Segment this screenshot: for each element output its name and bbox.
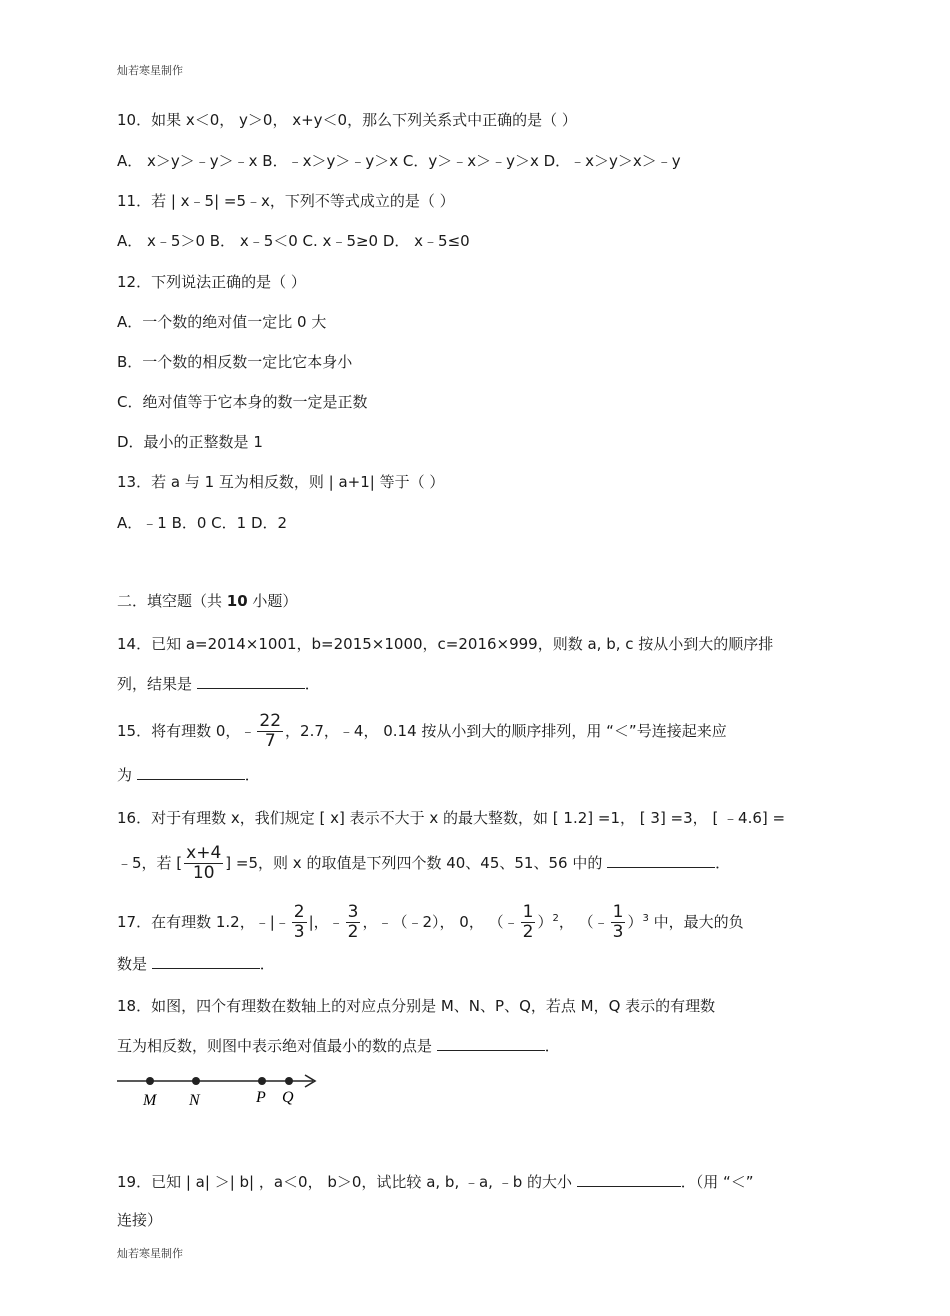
question-19-line-2: 连接）: [117, 1211, 163, 1229]
question-15-line-2: [117, 765, 260, 785]
point-dot-p: [258, 1077, 266, 1085]
section-2-pre: 二．填空题（共: [117, 592, 227, 610]
question-12-option-b: B．一个数的相反数一定比它本身小: [117, 353, 353, 371]
end-mark: ．: [244, 766, 260, 784]
page-footer: 灿若寒星制作: [117, 1247, 183, 1260]
question-15-line-1: [117, 712, 727, 751]
exponent: 3: [642, 913, 649, 924]
fraction-denominator: 10: [192, 863, 215, 883]
question-17-text: 数是: [117, 955, 152, 973]
fraction-numerator: 1: [522, 902, 534, 922]
answer-blank[interactable]: [137, 765, 245, 780]
question-10-stem: 10．如果 x＜0， y＞0， x+y＜0，那么下列关系式中正确的是（ ）: [117, 111, 577, 129]
end-mark: ．: [304, 675, 320, 693]
fraction: [521, 903, 536, 942]
fraction: [346, 903, 361, 942]
question-15-text: 为: [117, 766, 137, 784]
question-14-line-1: 14．已知 a=2014×1001，b=2015×1000，c=2016×999，则数 a, b, c 按从小到大的顺序排: [117, 635, 774, 653]
q17-part-5: ， （﹣: [558, 913, 609, 931]
question-18-line-1: 18．如图，四个有理数在数轴上的对应点分别是 M、N、P、Q，若点 M，Q 表示的有理数: [117, 997, 716, 1015]
point-label-q: Q: [282, 1089, 294, 1106]
fraction-numerator: 3: [347, 902, 359, 922]
fraction-denominator: 3: [293, 922, 305, 942]
fraction-denominator: 7: [264, 731, 276, 751]
question-13-options: A．﹣1 B．0 C．1 D．2: [117, 514, 288, 532]
question-16-line-1: 16．对于有理数 x，我们规定 [ x] 表示不大于 x 的最大整数，如 [ 1.2] =1， [ 3] =3， [ ﹣4.6] =: [117, 809, 786, 827]
question-14-text: 列，结果是: [117, 675, 197, 693]
question-18-line-2: [117, 1036, 560, 1056]
fraction-numerator: 1: [612, 902, 624, 922]
question-12-option-c: C．绝对值等于它本身的数一定是正数: [117, 393, 368, 411]
q17-part-3: ，﹣（﹣2）， 0， （﹣: [362, 913, 519, 931]
question-13-stem: 13．若 a 与 1 互为相反数，则 | a+1| 等于（ ）: [117, 473, 445, 491]
question-17-line-1: [117, 897, 744, 944]
answer-blank[interactable]: [577, 1172, 681, 1187]
question-14-line-2: [117, 674, 320, 694]
fraction-denominator: 3: [612, 922, 624, 942]
q17-part-1: 17．在有理数 1.2，﹣|﹣: [117, 913, 290, 931]
end-mark: ．: [544, 1037, 560, 1055]
point-dot-n: [192, 1077, 200, 1085]
question-12-option-d: D．最小的正整数是 1: [117, 433, 263, 451]
fraction-denominator: 2: [522, 922, 534, 942]
question-19-end: ．（用 “＜”: [680, 1173, 754, 1191]
page-header: 灿若寒星制作: [117, 64, 183, 77]
end-mark: ．: [715, 854, 731, 872]
question-10-options: A． x＞y＞﹣y＞﹣x B．﹣x＞y＞﹣y＞x C．y＞﹣x＞﹣y＞x D．﹣x＞y＞x＞﹣y: [117, 152, 681, 170]
number-line-figure: [117, 1068, 327, 1112]
section-2-count: 10: [226, 592, 248, 610]
fraction-denominator: 2: [347, 922, 359, 942]
question-16-line-2: [117, 843, 730, 883]
q17-part-6: ）: [627, 913, 643, 931]
exponent: 2: [552, 913, 559, 924]
section-2-post: 小题）: [247, 592, 298, 610]
point-label-p: P: [256, 1089, 266, 1106]
question-19-line-1: [117, 1172, 754, 1192]
point-dot-m: [146, 1077, 154, 1085]
question-12-stem: 12．下列说法正确的是（ ）: [117, 273, 306, 291]
question-15-pre: 15．将有理数 0，﹣: [117, 722, 256, 740]
answer-blank[interactable]: [437, 1036, 545, 1051]
fraction: [184, 844, 223, 883]
question-11-stem: 11．若 | x﹣5| =5﹣x，下列不等式成立的是（ ）: [117, 192, 455, 210]
fraction-numerator: 2: [293, 902, 305, 922]
section-2-heading: [117, 591, 297, 611]
point-label-m: M: [143, 1092, 157, 1109]
fraction-numerator: 22: [259, 711, 282, 731]
question-16-pre: ﹣5，若 [: [117, 854, 183, 872]
point-dot-q: [285, 1077, 293, 1085]
question-11-options: A． x﹣5＞0 B． x﹣5＜0 C. x﹣5≥0 D． x﹣5≤0: [117, 232, 470, 250]
q17-part-7: 中，最大的负: [648, 913, 744, 931]
fraction: [257, 712, 283, 751]
point-label-n: N: [189, 1092, 200, 1109]
question-16-post: ] =5，则 x 的取值是下列四个数 40、45、51、56 中的: [225, 854, 608, 872]
fraction: [611, 903, 626, 942]
end-mark: ．: [259, 955, 275, 973]
question-17-line-2: [117, 954, 275, 974]
q17-part-2: |，﹣: [308, 913, 344, 931]
q17-part-4: ）: [537, 913, 553, 931]
question-19-text: 19．已知 | a| ＞| b| ，a＜0， b＞0，试比较 a, b, ﹣a, ﹣b 的大小: [117, 1173, 577, 1191]
question-15-post: ，2.7，﹣4， 0.14 按从小到大的顺序排列，用 “＜”号连接起来应: [285, 722, 727, 740]
answer-blank[interactable]: [607, 853, 715, 868]
answer-blank[interactable]: [152, 954, 260, 969]
fraction: [292, 903, 307, 942]
question-18-text: 互为相反数，则图中表示绝对值最小的数的点是: [117, 1037, 437, 1055]
answer-blank[interactable]: [197, 674, 305, 689]
question-12-option-a: A．一个数的绝对值一定比 0 大: [117, 313, 327, 331]
fraction-numerator: x+4: [186, 843, 222, 863]
